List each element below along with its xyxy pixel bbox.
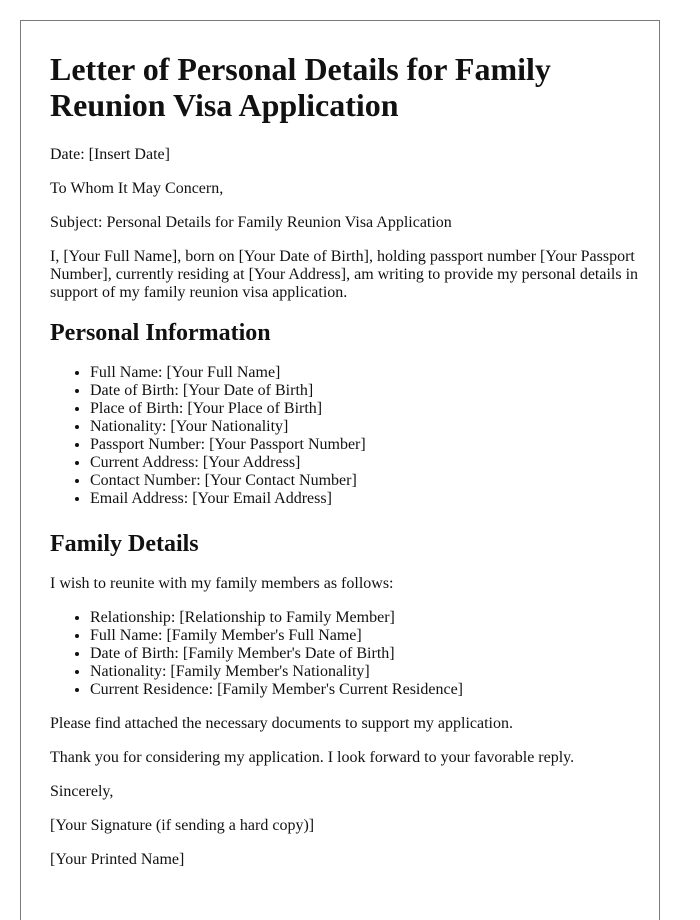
personal-info-item: • Passport Number: [Your Passport Number] <box>90 436 640 454</box>
family-details-heading: Family Details <box>50 531 199 557</box>
family-detail-item: • Relationship: [Relationship to Family Member] <box>90 609 640 627</box>
subject-line: Subject: Personal Details for Family Reunion Visa Application <box>50 214 452 231</box>
family-detail-item: • Nationality: [Family Member's Nationality] <box>90 663 640 681</box>
closing: Sincerely, <box>50 783 114 800</box>
letter-page <box>20 20 660 920</box>
personal-info-item: • Nationality: [Your Nationality] <box>90 418 640 436</box>
personal-info-heading: Personal Information <box>50 320 271 346</box>
personal-info-item: • Contact Number: [Your Contact Number] <box>90 472 640 490</box>
personal-info-item: • Email Address: [Your Email Address] <box>90 490 640 508</box>
letter-title: Letter of Personal Details for Family Reunion Visa Application <box>50 51 551 123</box>
personal-info-item: • Place of Birth: [Your Place of Birth] <box>90 400 640 418</box>
letter-content <box>50 51 640 869</box>
personal-info-list <box>50 364 640 508</box>
signature-line: [Your Signature (if sending a hard copy)] <box>50 817 315 834</box>
printed-name: [Your Printed Name] <box>50 851 185 868</box>
family-details-list <box>50 609 640 699</box>
salutation: To Whom It May Concern, <box>50 180 224 197</box>
family-detail-item: • Date of Birth: [Family Member's Date of Birth] <box>90 645 640 663</box>
intro-paragraph: I, [Your Full Name], born on [Your Date of Birth], holding passport number [Your Passport Number], currently residing at [Your Address], am writing to provide my personal details in support of my family reunion visa application. <box>50 248 639 301</box>
personal-info-item: • Full Name: [Your Full Name] <box>90 364 640 382</box>
family-detail-item: • Full Name: [Family Member's Full Name] <box>90 627 640 645</box>
family-detail-item: • Current Residence: [Family Member's Current Residence] <box>90 681 640 699</box>
thanks-paragraph: Thank you for considering my application. I look forward to your favorable reply. <box>50 749 575 766</box>
date-line: Date: [Insert Date] <box>50 146 170 163</box>
personal-info-item: • Current Address: [Your Address] <box>90 454 640 472</box>
attachments-paragraph: Please find attached the necessary documents to support my application. <box>50 715 513 732</box>
family-intro: I wish to reunite with my family members as follows: <box>50 575 394 592</box>
personal-info-item: • Date of Birth: [Your Date of Birth] <box>90 382 640 400</box>
